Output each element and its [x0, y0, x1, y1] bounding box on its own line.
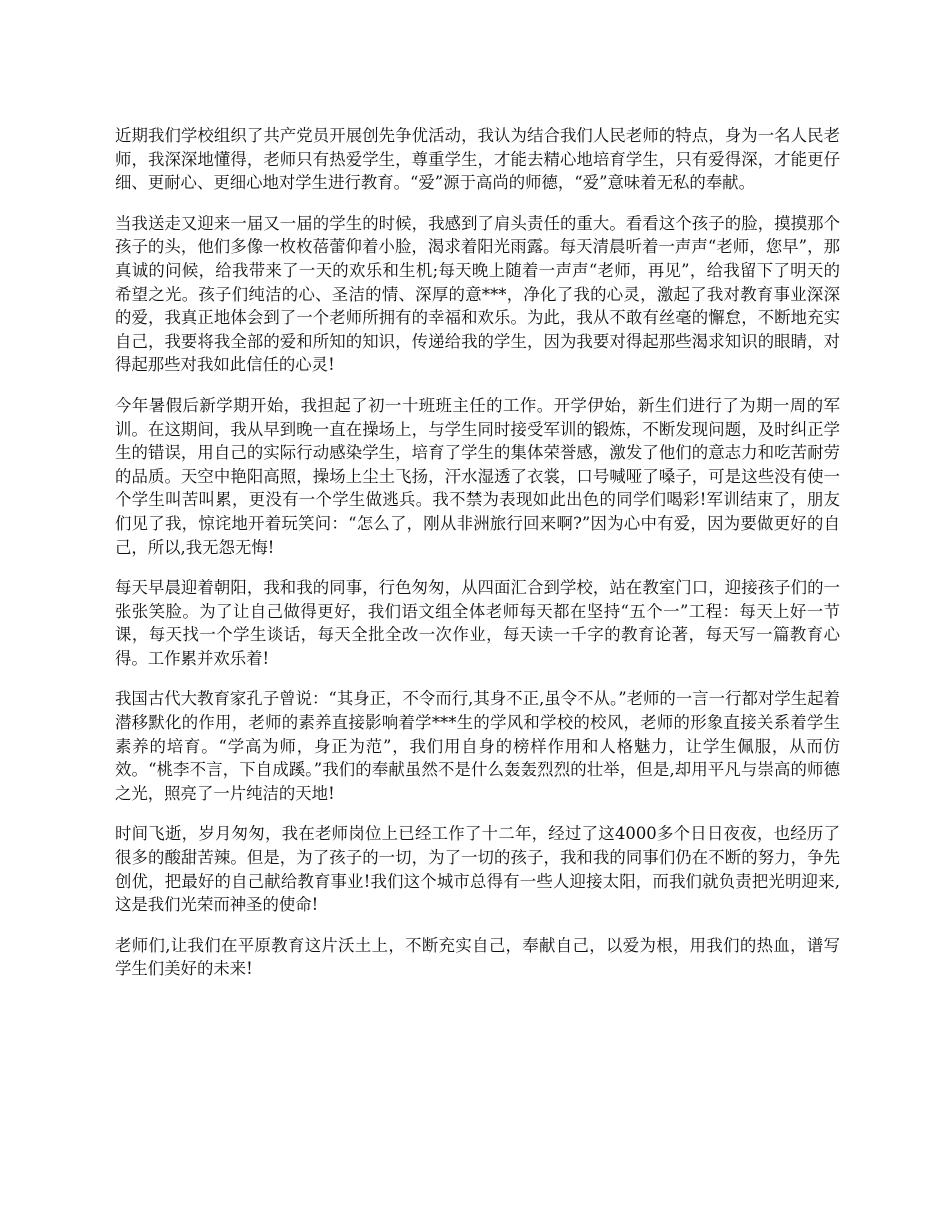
paragraph: 近期我们学校组织了共产党员开展创先争优活动，我认为结合我们人民老师的特点，身为一名人民老师，我深深地懂得，老师只有热爱学生，尊重学生，才能去精心地培育学生，只有爱得深，才能更仔细、更耐心、更细心地对学生进行教育。“爱”源于高尚的师德，“爱”意味着无私的奉献。 [115, 126, 840, 193]
document-body [115, 124, 840, 998]
paragraph: 今年暑假后新学期开始，我担起了初一十班班主任的工作。开学伊始，新生们进行了为期一周的军训。在这期间，我从早到晚一直在操场上，与学生同时接受军训的锻炼，不断发现问题，及时纠正学生的错误，用自己的实际行动感染学生，培育了学生的集体荣誉感，激发了他们的意志力和吃苦耐劳的品质。天空中艳阳高照，操场上尘土飞扬，汗水湿透了衣裳，口号喊哑了嗓子，可是这些没有使一个学生叫苦叫累，更没有一个学生做逃兵。我不禁为表现如此出色的同学们喝彩!军训结束了，朋友们见了我，惊诧地开着玩笑问：“怎么了，刚从非洲旅行回来啊?”因为心中有爱，因为要做更好的自己，所以,我无怨无悔! [115, 395, 840, 557]
paragraph: 我国古代大教育家孔子曾说：“其身正，不令而行,其身不正,虽令不从。”老师的一言一行都对学生起着潜移默化的作用，老师的素养直接影响着学***生的学风和学校的校风，老师的形象直接关系着学生素养的培育。“学高为师，身正为范”，我们用自身的榜样作用和人格魅力，让学生佩服，从而仿效。“桃李不言，下自成蹊。”我们的奉献虽然不是什么轰轰烈烈的壮举，但是,却用平凡与崇高的师德之光，照亮了一片纯洁的天地! [115, 689, 840, 803]
paragraph: 每天早晨迎着朝阳，我和我的同事，行色匆匆，从四面汇合到学校，站在教室门口，迎接孩子们的一张张笑脸。为了让自己做得更好，我们语文组全体老师每天都在坚持“五个一”工程：每天上好一节课，每天找一个学生谈话，每天全批全改一次作业，每天读一千字的教育论著，每天写一篇教育心得。工作累并欢乐着! [115, 578, 840, 668]
paragraph: 时间飞逝，岁月匆匆，我在老师岗位上已经工作了十二年，经过了这4000多个日日夜夜，也经历了很多的酸甜苦辣。但是，为了孩子的一切，为了一切的孩子，我和我的同事们仍在不断的努力，争先创优，把最好的自己献给教育事业!我们这个城市总得有一些人迎接太阳，而我们就负责把光明迎来,这是我们光荣而神圣的使命! [115, 824, 840, 915]
paragraph: 老师们,让我们在平原教育这片沃土上，不断充实自己，奉献自己，以爱为根，用我们的热血，谱写学生们美好的未来! [115, 935, 840, 979]
paragraph: 当我送走又迎来一届又一届的学生的时候，我感到了肩头责任的重大。看看这个孩子的脸，摸摸那个孩子的头，他们多像一枚枚蓓蕾仰着小脸，渴求着阳光雨露。每天清晨听着一声声“老师，您早”，那真诚的问候，给我带来了一天的欢乐和生机;每天晚上随着一声声“老师，再见”，给我留下了明天的希望之光。孩子们纯洁的心、圣洁的情、深厚的意***，净化了我的心灵，激起了我对教育事业深深的爱，我真正地体会到了一个老师所拥有的幸福和欢乐。为此，我从不敢有丝毫的懈怠，不断地充实自己，我要将我全部的爱和所知的知识，传递给我的学生，因为我要对得起那些渴求知识的眼睛，对得起那些对我如此信任的心灵! [115, 213, 840, 375]
